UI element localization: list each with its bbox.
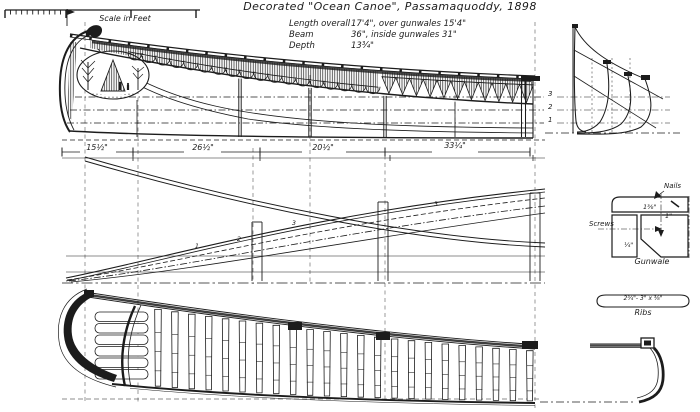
dimension-label-2: 26½"	[192, 143, 214, 152]
spec-row-beam	[289, 30, 466, 41]
waterline-number-3: 3	[548, 90, 553, 98]
ribs-part-label: Ribs	[634, 308, 652, 317]
dimension-label-1: 15½"	[86, 143, 108, 152]
rib-size-text: 2¾"- 3" x ⅜"	[623, 295, 663, 302]
gunwale-dim-mid: 1"	[665, 212, 673, 220]
scale-caption: Scale in Feet	[99, 14, 151, 23]
plan-waterline-number: 3	[433, 200, 439, 208]
dimension-lines	[62, 148, 545, 162]
gunwale-part-label: Gunwale	[634, 257, 670, 266]
screws-callout: Screws	[589, 220, 614, 228]
page-title: Decorated "Ocean Canoe", Passamaquoddy, 1898	[243, 0, 537, 13]
spec-value: 36", inside gunwales 31"	[351, 30, 457, 40]
nails-callout: Nails	[664, 182, 682, 190]
spec-row-length	[289, 19, 466, 30]
plan-waterline-number: 3	[291, 219, 297, 227]
spec-label: Beam	[289, 30, 314, 40]
spec-label: Depth	[289, 41, 315, 51]
interior-plan-view	[58, 289, 540, 406]
spec-table	[289, 19, 466, 52]
gunwale-dim-side: ¼"	[624, 241, 634, 249]
stern-end-view	[540, 338, 663, 402]
plan-waterline-number: 2	[236, 235, 242, 243]
plan-waterline-number: 1	[194, 242, 200, 250]
waterline-number-1: 1	[548, 116, 553, 124]
spec-value: 17'4", over gunwales 15'4"	[351, 19, 467, 29]
spec-row-depth	[289, 41, 466, 52]
half-breadth-plan	[62, 157, 545, 283]
dimension-label-4: 33¼"	[444, 141, 466, 150]
body-plan	[545, 24, 680, 134]
spec-label: Length overall	[289, 19, 351, 29]
gunwale-dim-top: 1⅜"	[643, 203, 657, 211]
spec-value: 13¾"	[351, 41, 374, 51]
dimension-label-3: 20½"	[312, 143, 334, 152]
waterline-number-2: 2	[548, 103, 553, 111]
